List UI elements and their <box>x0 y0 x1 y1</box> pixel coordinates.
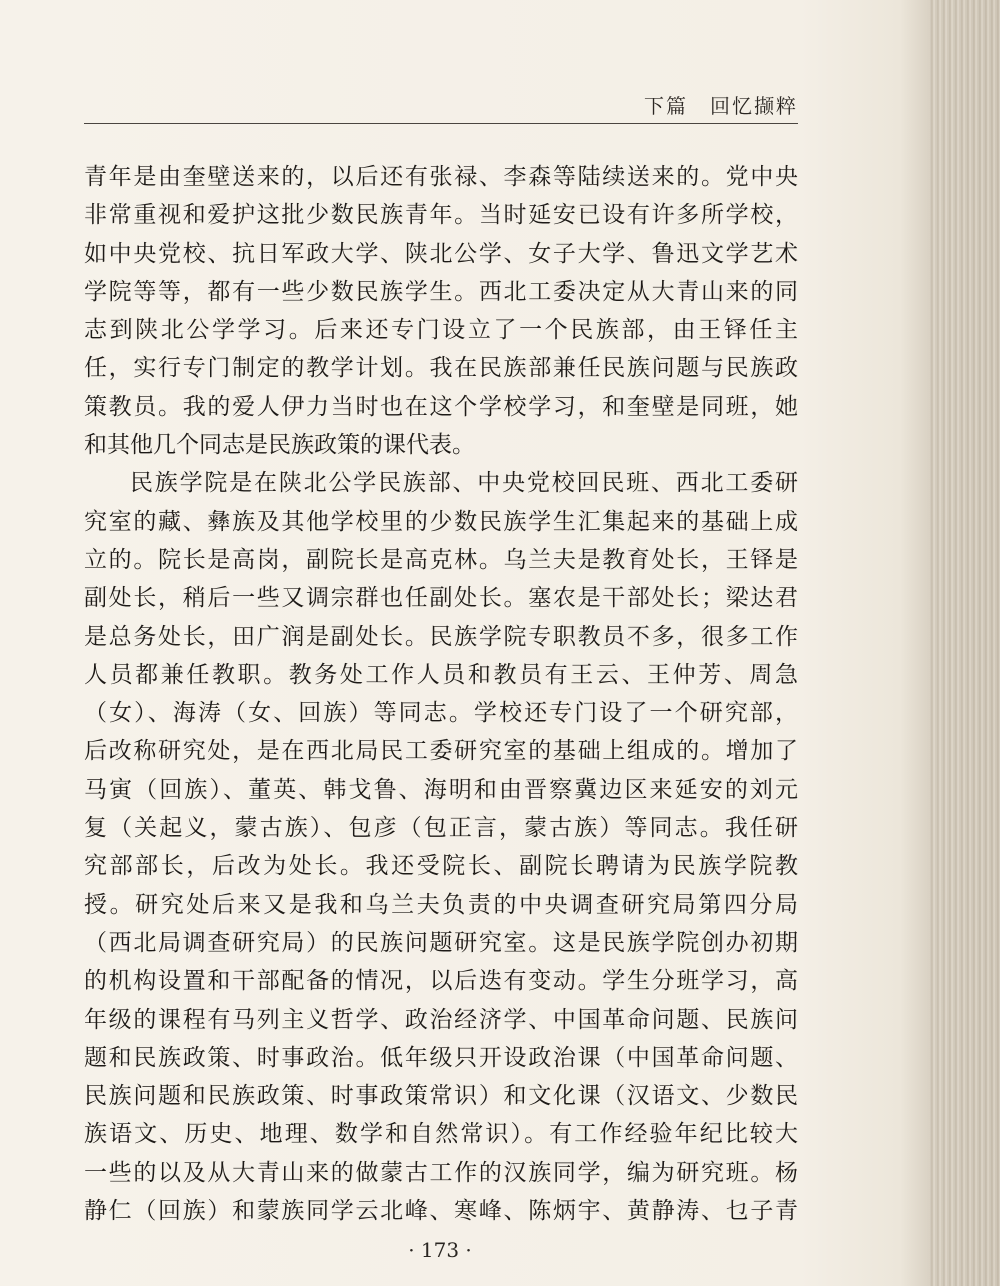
page-number <box>0 1238 1000 1262</box>
text-line: 一些的以及从大青山来的做蒙古工作的汉族同学，编为研究班。杨 <box>84 1159 798 1186</box>
running-header <box>84 84 798 124</box>
text-line: 题和民族政策、时事政治。低年级只开设政治课（中国革命问题、 <box>84 1044 798 1071</box>
text-line: 授。研究处后来又是我和乌兰夫负责的中央调查研究局第四分局 <box>84 891 798 918</box>
text-line: 策教员。我的爱人伊力当时也在这个学校学习，和奎壁是同班，她 <box>84 393 798 420</box>
text-line: 如中央党校、抗日军政大学、陕北公学、女子大学、鲁迅文学艺术 <box>84 240 798 267</box>
text-line: 静仁（回族）和蒙族同学云北峰、寒峰、陈炳宇、黄静涛、乜子青 <box>84 1198 798 1225</box>
text-line: 立的。院长是高岗，副院长是高克林。乌兰夫是教育处长，王铎是 <box>84 546 798 573</box>
text-line: （西北局调查研究局）的民族问题研究室。这是民族学院创办初期 <box>84 929 798 956</box>
page-edges <box>930 0 1000 1286</box>
text-line: 民族学院是在陕北公学民族部、中央党校回民班、西北工委研 <box>130 470 798 497</box>
text-line: 志到陕北公学学习。后来还专门设立了一个民族部，由王铎任主 <box>84 317 798 344</box>
text-line: 学院等等，都有一些少数民族学生。西北工委决定从大青山来的同 <box>84 278 798 305</box>
text-line: 副处长，稍后一些又调宗群也任副处长。塞农是干部处长；梁达君 <box>84 585 798 612</box>
text-line: 马寅（回族）、董英、韩戈鲁、海明和由晋察冀边区来延安的刘元 <box>84 776 798 803</box>
text-line: 的机构设置和干部配备的情况，以后迭有变动。学生分班学习，高 <box>84 968 798 995</box>
running-title: 下篇 回忆撷粹 <box>644 94 798 118</box>
text-line: 非常重视和爱护这批少数民族青年。当时延安已设有许多所学校， <box>84 202 798 229</box>
text-line: 究室的藏、彝族及其他学校里的少数民族学生汇集起来的基础上成 <box>84 508 798 535</box>
text-line: 青年是由奎壁送来的，以后还有张禄、李森等陆续送来的。党中央 <box>84 164 798 190</box>
body-text <box>84 158 798 1230</box>
text-line: 人员都兼任教职。教务处工作人员和教员有王云、王仲芳、周急 <box>84 661 798 688</box>
text-line: 复（关起义，蒙古族）、包彦（包正言，蒙古族）等同志。我任研 <box>84 815 798 842</box>
text-line: 究部部长，后改为处长。我还受院长、副院长聘请为民族学院教 <box>84 853 798 880</box>
paragraph <box>84 158 798 464</box>
header-rule <box>84 123 798 125</box>
text-line: （女）、海涛（女、回族）等同志。学校还专门设了一个研究部， <box>84 700 798 727</box>
text-line: 年级的课程有马列主义哲学、政治经济学、中国革命问题、民族问 <box>84 1006 798 1033</box>
text-line: 族语文、历史、地理、数学和自然常识）。有工作经验年纪比较大 <box>84 1121 798 1148</box>
text-line: 是总务处长，田广润是副处长。民族学院专职教员不多，很多工作 <box>84 623 798 650</box>
text-line: 后改称研究处，是在西北局民工委研究室的基础上组成的。增加了 <box>84 738 798 765</box>
text-line: 和其他几个同志是民族政策的课代表。 <box>84 432 475 459</box>
text-line: 任，实行专门制定的教学计划。我在民族部兼任民族问题与民族政 <box>84 355 798 382</box>
paragraph <box>84 464 798 1230</box>
page-number-text: · 173 · <box>408 1238 472 1262</box>
text-line: 民族问题和民族政策、时事政策常识）和文化课（汉语文、少数民 <box>84 1083 798 1110</box>
